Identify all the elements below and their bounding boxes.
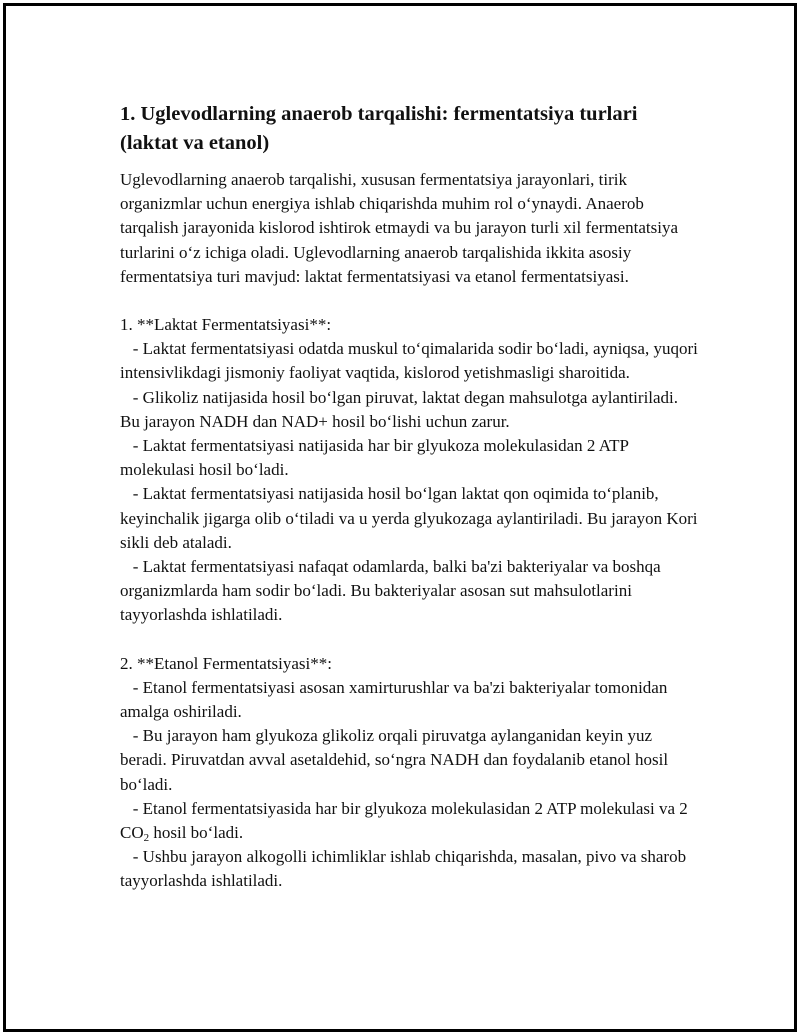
intro-paragraph: Uglevodlarning anaerob tarqalishi, xususan fermentatsiya jarayonlari, tirik organizmlar uchun energiya ishlab chiqarishda muhim rol o‘ynaydi. Anaerob tarqalish jarayonida kislorod ishtirok etmaydi va bu jarayon turli xil fermentatsiya turlarini o‘z ichiga oladi. Uglevodlarning anaerob tarqalishida ikkita asosiy fermentatsiya turi mavjud: laktat fermentatsiyasi va etanol fermentatsiyasi. (120, 170, 679, 286)
list-item: - Laktat fermentatsiyasi nafaqat odamlarda, balki ba'zi bakteriyalar va boshqa organizmlarda ham sodir bo‘ladi. Bu bakteriyalar asosan sut mahsulotlarini tayyorlashda ishlatiladi. (120, 557, 665, 625)
list-item: - Bu jarayon ham glyukoza glikoliz orqali piruvatga aylanganidan keyin yuz beradi. Piruvatdan avval asetaldehid, so‘ngra NADH dan foydalanib etanol hosil bo‘ladi. (120, 726, 673, 794)
list-item-text: - Etanol fermentatsiyasida har bir glyukoza molekulasidan 2 ATP molekulasi va 2 CO (120, 798, 693, 843)
list-item: - Etanol fermentatsiyasi asosan xamirturushlar va ba'zi bakteriyalar tomonidan amalga oshiriladi. (120, 677, 672, 722)
list-item: - Ushbu jarayon alkogolli ichimliklar ishlab chiqarishda, masalan, pivo va sharob tayyorlashda ishlatiladi. (120, 847, 691, 891)
list-item: - Laktat fermentatsiyasi natijasida hosil bo‘lgan laktat qon oqimida to‘planib, keyinchalik jigarga olib o‘tiladi va u yerda glyukozaga aylantiriladi. Bu jarayon Kori sikli deb ataladi. (120, 484, 702, 552)
document-title: 1. Uglevodlarning anaerob tarqalishi: fermentatsiya turlari (laktat va etanol) (120, 103, 638, 154)
list-item (120, 797, 700, 845)
list-item: - Laktat fermentatsiyasi natijasida har bir glyukoza molekulasidan 2 ATP molekulasi hosil bo‘ladi. (120, 436, 633, 480)
section-heading: 1. **Laktat Fermentatsiyasi**: (120, 315, 332, 335)
document-content (120, 100, 703, 894)
list-item-tail: hosil bo‘ladi. (149, 823, 244, 843)
section-etanol (120, 652, 700, 894)
co2-subscript: 2 (143, 832, 150, 845)
list-item: - Laktat fermentatsiyasi odatda muskul to‘qimalarida sodir bo‘ladi, ayniqsa, yuqori intensivlikdagi jismoniy faoliyat vaqtida, kislorod yetishmasligi sharoitida. (120, 339, 703, 383)
document-page (3, 3, 797, 1032)
list-item: - Glikoliz natijasida hosil bo‘lgan piruvat, laktat degan mahsulotga aylantiriladi. Bu jarayon NADH dan NAD+ hosil bo‘lishi uchun zarur. (120, 387, 683, 431)
section-heading: 2. **Etanol Fermentatsiyasi**: (120, 653, 332, 673)
section-laktat (120, 313, 703, 628)
